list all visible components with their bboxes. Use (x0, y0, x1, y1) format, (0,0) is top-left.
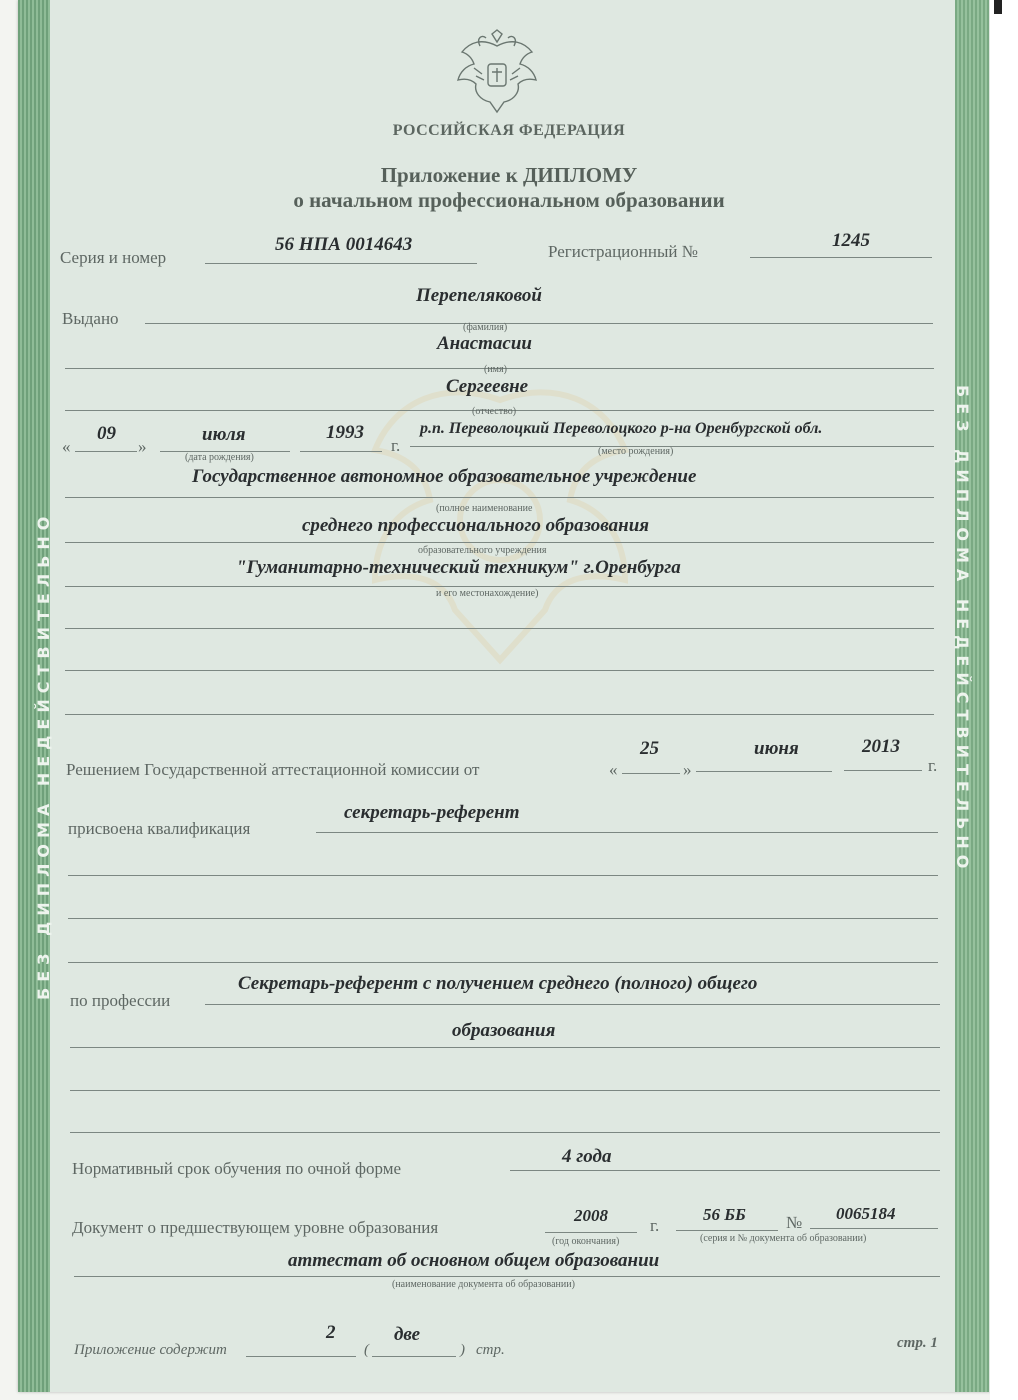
study-term-line (510, 1170, 940, 1171)
prev-doc-year-caption: (год окончания) (552, 1236, 620, 1247)
birth-year-line (300, 451, 382, 452)
birth-quote-open: « (62, 437, 71, 456)
prev-doc-number: 0065184 (836, 1204, 896, 1223)
institution-name-1: Государственное автономное образовательное учреждение (192, 466, 697, 487)
serial-label: Серия и номер (60, 248, 167, 267)
prev-doc-series-caption: (серия и № документа об образовании) (700, 1233, 867, 1244)
qualification-line (316, 832, 938, 833)
patronymic-value: Сергеевне (446, 376, 529, 397)
pages-paren-open: ( (364, 1342, 369, 1358)
prev-doc-number-sign: № (786, 1213, 803, 1232)
prev-doc-name: аттестат об основном общем образовании (288, 1250, 660, 1271)
qualification-blank-2 (68, 918, 938, 919)
registration-value: 1245 (832, 230, 870, 251)
birth-date-caption: (дата рождения) (185, 452, 254, 463)
contains-label: Приложение содержит (74, 1342, 227, 1358)
birth-year: 1993 (326, 422, 364, 443)
decision-label: Решением Государственной аттестационной комиссии от (66, 760, 480, 779)
page-number: стр. 1 (897, 1335, 938, 1351)
birth-day-line (75, 451, 137, 452)
serial-line (205, 263, 477, 264)
name-caption: (имя) (484, 364, 507, 375)
serial-value: 56 НПА 0014643 (275, 234, 413, 255)
institution-caption-1: (полное наименование (436, 503, 533, 514)
study-term-label: Нормативный срок обучения по очной форме (72, 1159, 402, 1178)
surname-value: Перепеляковой (416, 285, 542, 306)
profession-value-2: образования (452, 1020, 556, 1041)
decision-quote-close: » (683, 760, 692, 779)
decision-quote-open: « (609, 760, 618, 779)
double-headed-eagle-emblem-icon (452, 28, 542, 116)
prev-doc-name-caption: (наименование документа об образовании) (392, 1279, 575, 1290)
prev-doc-year-suffix: г. (650, 1216, 660, 1235)
patronymic-caption: (отчество) (472, 406, 517, 417)
prev-doc-series-line (676, 1230, 778, 1231)
birth-place-caption: (место рождения) (598, 446, 674, 457)
birth-day: 09 (97, 423, 116, 444)
pages-paren-close: ) (460, 1342, 465, 1358)
birth-quote-close: » (138, 437, 147, 456)
institution-caption-3: и его местонахождение) (436, 588, 539, 599)
prev-doc-year-line (545, 1232, 637, 1233)
birth-place: р.п. Переволоцкий Переволоцкого р-на Оренбургской обл. (420, 420, 823, 437)
institution-line-3 (65, 586, 934, 587)
profession-blank-1 (70, 1090, 940, 1091)
decision-day-line (622, 773, 680, 774)
prev-doc-name-line (74, 1276, 940, 1277)
document-title: Приложение к ДИПЛОМУ (380, 163, 638, 187)
surname-caption: (фамилия) (463, 322, 508, 333)
study-term-value: 4 года (562, 1146, 612, 1167)
prev-doc-year: 2008 (574, 1206, 608, 1225)
profession-blank-2 (70, 1132, 940, 1133)
country-heading: РОССИЙСКАЯ ФЕДЕРАЦИЯ (392, 122, 626, 139)
decision-year-line (844, 770, 922, 771)
left-strip-text: БЕЗ ДИПЛОМА НЕДЕЙСТВИТЕЛЬНО (34, 510, 53, 1000)
blank-line-3 (65, 714, 934, 715)
profession-line-2 (70, 1047, 940, 1048)
profession-line-1 (205, 1004, 940, 1005)
profession-label: по профессии (70, 991, 171, 1010)
institution-line-2 (65, 542, 934, 543)
institution-name-2: среднего профессионального образования (302, 515, 650, 536)
registration-label: Регистрационный № (548, 242, 698, 261)
pages-word: две (394, 1324, 421, 1345)
pages-num: 2 (326, 1322, 336, 1343)
birth-month: июля (202, 424, 246, 445)
decision-year: 2013 (862, 736, 900, 757)
name-value: Анастасии (437, 333, 532, 354)
blank-line-2 (65, 670, 934, 671)
qualification-label: присвоена квалификация (68, 819, 251, 838)
registration-line (750, 257, 932, 258)
qualification-value: секретарь-референт (344, 802, 520, 823)
document-subtitle: о начальном профессиональном образовании (293, 188, 725, 212)
prev-doc-label: Документ о предшествующем уровне образования (72, 1218, 439, 1237)
pages-word-line (372, 1356, 456, 1357)
decision-month-line (696, 771, 832, 772)
institution-name-3: "Гуманитарно-технический техникум" г.Оренбурга (236, 557, 681, 578)
decision-month: июня (754, 738, 799, 759)
blank-line-1 (65, 628, 934, 629)
right-strip-text: БЕЗ ДИПЛОМА НЕДЕЙСТВИТЕЛЬНО (953, 385, 972, 875)
profession-value-1: Секретарь-референт с получением среднего (полного) общего (238, 973, 758, 994)
qualification-blank-3 (68, 962, 938, 963)
birth-year-suffix: г. (391, 436, 401, 455)
institution-line-1 (65, 497, 934, 498)
issued-label: Выдано (62, 309, 119, 328)
scan-corner-mark (994, 0, 1002, 14)
decision-day: 25 (640, 738, 659, 759)
pages-suffix: стр. (476, 1342, 505, 1358)
institution-caption-2: образовательного учреждения (418, 545, 547, 556)
qualification-blank-1 (68, 875, 938, 876)
prev-doc-series: 56 ББ (703, 1205, 746, 1224)
prev-doc-number-line (810, 1228, 938, 1229)
pages-num-line (246, 1356, 356, 1357)
surname-line (145, 323, 933, 324)
decision-year-suffix: г. (928, 756, 938, 775)
